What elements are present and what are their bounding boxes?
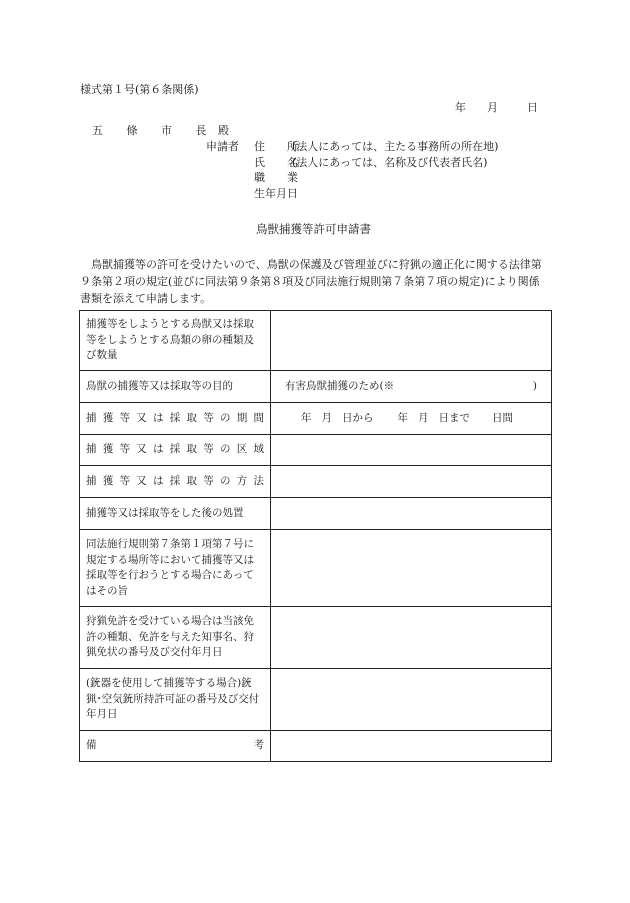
remarks-label-b: 考	[253, 739, 264, 752]
row-label-method	[80, 466, 271, 498]
remarks-label-a: 備	[86, 739, 97, 752]
row-label-area	[80, 435, 271, 466]
table-row	[80, 669, 552, 731]
birthdate-label: 生年月日	[254, 186, 298, 200]
period-m1: 月	[321, 411, 332, 424]
table-row	[80, 311, 552, 371]
row-label-method-chars: 捕 獲 等 又 は 採 取 等 の 方 法	[86, 474, 264, 487]
occupation-label: 職 業	[254, 171, 298, 185]
field-area[interactable]	[271, 435, 552, 466]
address-label: 住 所	[254, 140, 298, 153]
body-text: 鳥獣捕獲等の許可を受けたいので、鳥獣の保護及び管理並びに狩猟の適正化に関する法律第９条第２項の規定(並びに同法第９条第８項及び同法施行規則第７条第７項の規定)により関係書類を添えて申請します。	[80, 258, 542, 305]
table-row	[80, 731, 552, 762]
date-year: 年	[455, 101, 466, 114]
row-label-disposal: 捕獲等又は採取等をした後の処置	[80, 498, 271, 530]
field-location[interactable]	[271, 530, 552, 607]
address-note: (法人にあっては、主たる事務所の所在地)	[292, 140, 499, 153]
row-label-period	[80, 403, 271, 435]
period-y2: 年	[397, 411, 408, 424]
addressee-mayor: 五 條 市 長	[92, 124, 217, 137]
application-table	[79, 310, 552, 762]
table-row	[80, 466, 552, 498]
purpose-value: 有害鳥獣捕獲のため(※	[285, 379, 395, 392]
field-firearm[interactable]	[271, 669, 552, 731]
applicant-label: 申請者	[206, 140, 239, 153]
row-label-license: 狩猟免許を受けている場合は当該免許の種類、免許を与えた知事名、狩猟免状の番号及び交付年月日	[80, 607, 271, 669]
table-row	[80, 403, 552, 435]
field-disposal[interactable]	[271, 498, 552, 530]
field-period[interactable]	[271, 403, 552, 435]
row-label-firearm: (銃器を使用して捕獲等する場合)銃猟･空気銃所持許可証の番号及び交付年月日	[80, 669, 271, 731]
row-label-species: 捕獲等をしようとする鳥獣又は採取等をしようとする鳥類の卵の種類及び数量	[80, 311, 271, 371]
table-row	[80, 530, 552, 607]
document-title: 鳥獣捕獲等許可申請書	[256, 222, 371, 236]
field-purpose[interactable]	[271, 371, 552, 403]
purpose-close: )	[532, 379, 537, 392]
period-d1: 日から	[342, 411, 374, 424]
row-label-remarks	[80, 731, 271, 762]
date-day: 日	[527, 101, 538, 114]
field-species[interactable]	[271, 311, 552, 371]
date-month: 月	[487, 101, 498, 114]
field-method[interactable]	[271, 466, 552, 498]
applicant-block	[206, 139, 498, 201]
period-days: 日間	[492, 411, 513, 424]
row-label-period-chars: 捕 獲 等 又 は 採 取 等 の 期 間	[86, 411, 264, 424]
table-row	[80, 607, 552, 669]
name-note: (法人にあっては、名称及び代表者氏名)	[292, 155, 488, 169]
addressee	[92, 122, 229, 138]
row-label-purpose: 鳥獣の捕獲等又は採取等の目的	[80, 371, 271, 403]
table-row	[80, 371, 552, 403]
field-license[interactable]	[271, 607, 552, 669]
period-m2: 月	[418, 411, 429, 424]
table-row	[80, 435, 552, 466]
row-label-location: 同法施行規則第７条第１項第７号に規定する場所等において捕獲等又は採取等を行おうとする場合にあってはその旨	[80, 530, 271, 607]
field-remarks[interactable]	[271, 731, 552, 762]
period-d2: 日まで	[438, 411, 470, 424]
form-number: 様式第１号(第６条関係)	[80, 83, 199, 96]
row-label-area-chars: 捕 獲 等 又 は 採 取 等 の 区 域	[86, 443, 264, 456]
addressee-honorific: 殿	[218, 124, 229, 137]
period-y1: 年	[301, 411, 312, 424]
name-label: 氏 名	[254, 155, 298, 169]
table-row	[80, 498, 552, 530]
